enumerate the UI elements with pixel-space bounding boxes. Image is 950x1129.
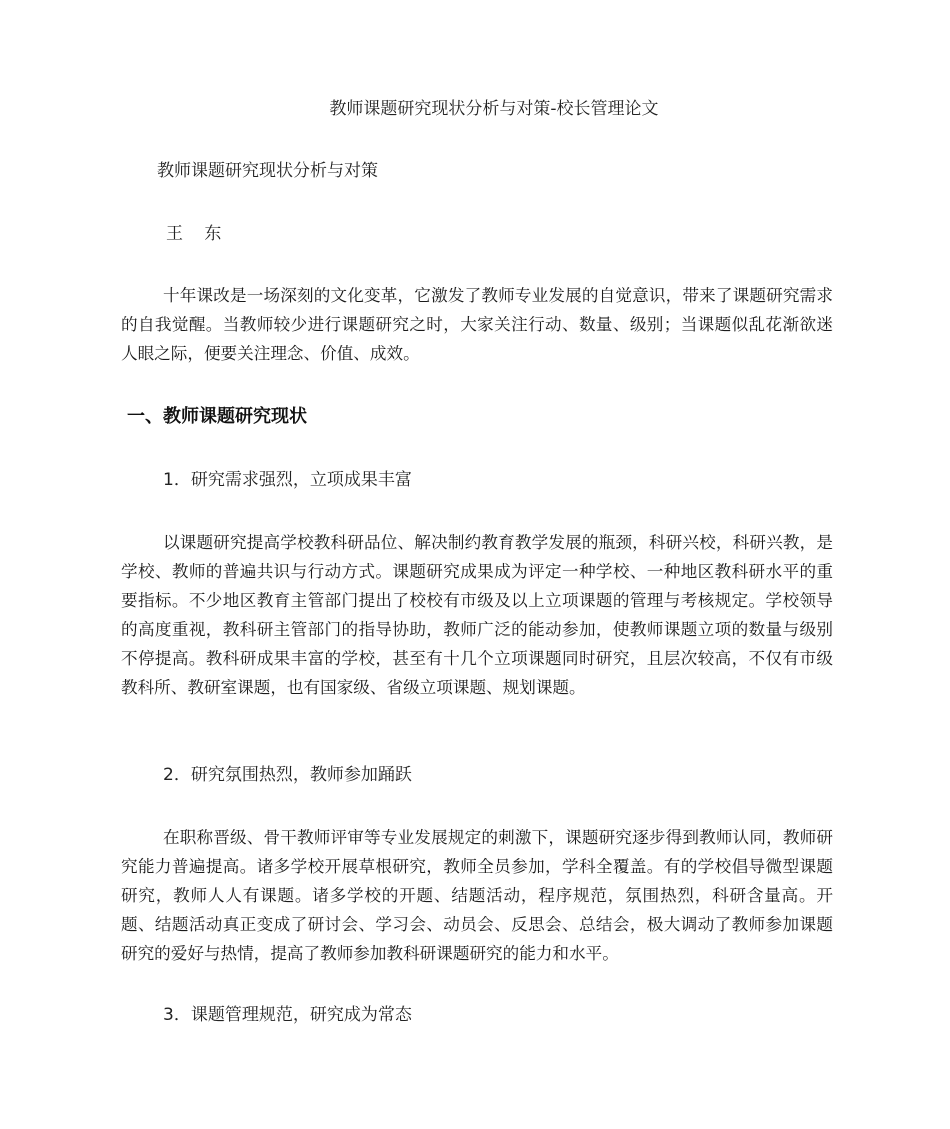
document-title: 教师课题研究现状分析与对策-校长管理论文	[329, 99, 659, 119]
subsection-heading-3: 3．课题管理规范，研究成为常态	[163, 1005, 412, 1025]
subsection-heading-2: 2．研究氛围热烈，教师参加踊跃	[163, 765, 412, 785]
subsection-heading-1: 1．研究需求强烈，立项成果丰富	[163, 470, 412, 490]
article-subtitle: 教师课题研究现状分析与对策	[157, 161, 378, 181]
subsection-2-paragraph: 在职称晋级、骨干教师评审等专业发展规定的刺激下，课题研究逐步得到教师认同，教师研究能力普遍提高。诸多学校开展草根研究，教师全员参加，学科全覆盖。有的学校倡导微型课题研究，教师人人有课题。诸多学校的开题、结题活动，程序规范，氛围热烈，科研含量高。开题、结题活动真正变成了研讨会、学习会、动员会、反思会、总结会，极大调动了教师参加课题研究的爱好与热情，提高了教师参加教科研课题研究的能力和水平。	[121, 828, 833, 963]
author-name: 王 东	[166, 224, 230, 244]
section-heading-status: 一、教师课题研究现状	[127, 406, 307, 427]
subsection-1-paragraph: 以课题研究提高学校教科研品位、解决制约教育教学发展的瓶颈，科研兴校，科研兴教，是学校、教师的普遍共识与行动方式。课题研究成果成为评定一种学校、一种地区教科研水平的重要指标。不少地区教育主管部门提出了校校有市级及以上立项课题的管理与考核规定。学校领导的高度重视，教科研主管部门的指导协助，教师广泛的能动参加，使教师课题立项的数量与级别不停提高。教科研成果丰富的学校，甚至有十几个立项课题同时研究，且层次较高，不仅有市级教科所、教研室课题，也有国家级、省级立项课题、规划课题。	[121, 533, 833, 697]
intro-paragraph: 十年课改是一场深刻的文化变革，它激发了教师专业发展的自觉意识，带来了课题研究需求的自我觉醒。当教师较少进行课题研究之时，大家关注行动、数量、级别；当课题似乱花渐欲迷人眼之际，便要关注理念、价值、成效。	[121, 286, 833, 363]
